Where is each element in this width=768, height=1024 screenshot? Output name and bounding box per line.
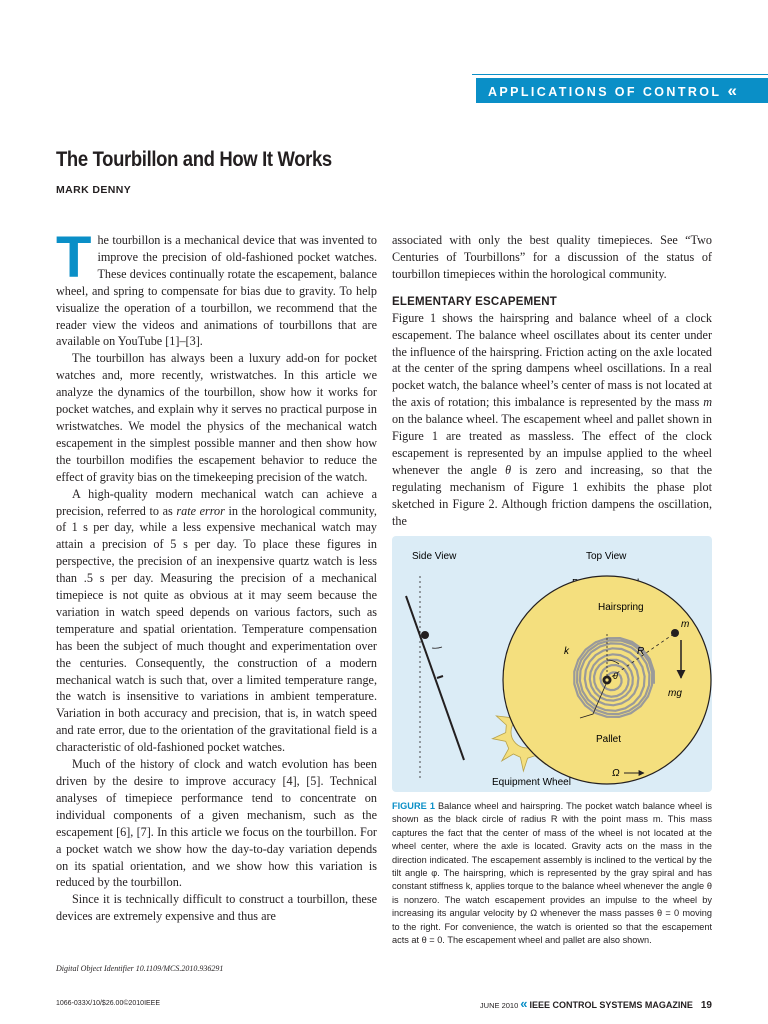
paragraph-3-text-cont: in the horological community, of 1 s per day, while a less expensive mechanical watch may attain a precision of 5 s per day. To place these figures in perspective, the precision of an inexpensive quartz watch is less than .5 s per day. Measuring the precision of a mechanical timepiece is not quite as obvious at it may seem because the variation in watch speed depends on various factors, such as temperature and spatial orientation. Temperature compensation has been the subject of much thought and experimentation over the centuries. Consequently, the construction of a modern mechanical watch is such that, over a limited temperature range, the watch is insensitive to variations in ambient temperature. Variation in both accuracy and precision, that is, in watch speed and rate error, due to the orientation of the gravitational field is a characteristic of old-fashioned pocket watches. [56, 503, 377, 755]
copyright-line: 1066-033X/10/$26.00©2010IEEE [56, 1000, 161, 1007]
label-escapement-wheel: Equipment Wheel [492, 777, 571, 788]
header-rule [472, 74, 768, 75]
paragraph-1-text: he tourbillon is a mechanical device that was invented to improve the precision of old-fashioned pocket watches. These devices continually rotate the escapement, balance wheel, and spring to compensate for bias due to gravity. To help visualize the operation of a tourbillon, we recommend that the reader view the videos and animations of tourbillons that are available on YouTube [1]–[3]. [56, 233, 377, 349]
axle-center [605, 678, 608, 681]
label-k: k [564, 646, 569, 657]
paragraph-3-text: A high-quality modern mechanical watch can achieve a precision, referred to as [56, 486, 377, 518]
side-view-mass [421, 631, 429, 639]
left-column [56, 225, 377, 925]
point-mass [671, 629, 679, 637]
right-column [392, 232, 712, 530]
article-author: MARK DENNY [56, 184, 132, 196]
chevron-left-icon: « [520, 996, 528, 1011]
figure-caption-label: FIGURE 1 [392, 801, 436, 811]
page-number: 19 [700, 1000, 712, 1011]
label-omega: Ω [612, 768, 620, 779]
figure-1 [392, 536, 712, 792]
paragraph-6: associated with only the best quality timepieces. See “Two Centuries of Tourbillons” for a discussion of the status of tourbillon timepieces within the horological community. [392, 233, 712, 281]
label-top-view: Top View [586, 551, 627, 562]
side-view-axis [406, 596, 464, 760]
paragraph-7 [392, 310, 712, 530]
section-label: APPLICATIONS OF CONTROL [488, 85, 722, 99]
running-footer [480, 996, 712, 1011]
paragraph-7-text-cont: on the balance wheel. The escapement wheel and pallet shown in Figure 1 are treated as massless. The effect of the clock escapement is represented by an impulse applied to the wheel whenever the angle [392, 412, 712, 477]
article-title: The Tourbillon and How It Works [56, 148, 332, 171]
drop-cap: T [56, 225, 92, 290]
label-theta: θ [613, 671, 618, 681]
chevron-left-icon: « [727, 81, 737, 100]
paragraph-7-text: Figure 1 shows the hairspring and balance wheel of a clock escapement. The balance wheel oscillates about its center under the influence of the hairspring. Friction acting on the axle located at the center of the spring dampens wheel oscillations. In a real pocket watch, the balance wheel’s center of mass is not located at the axis of rotation; this imbalance is represented by the mass [392, 310, 712, 410]
paragraph-4: Much of the history of clock and watch evolution has been driven by the desire to improve accuracy [4], [5]. Technical analyses of timepiece performance tend to concentrate on individual components of a given mechanism, such as the escapement [6], [7]. In this article we focus on the tourbillon. For a pocket watch we show how the day-to-day variation depends on its spatial orientation, and we show how this variation is reduced by the tourbillon. [56, 757, 377, 890]
term-rate-error: rate error [176, 503, 225, 518]
label-m: m [681, 619, 690, 630]
symbol-m: m [703, 395, 712, 410]
paragraph-1 [56, 225, 377, 350]
label-R: R [637, 646, 645, 657]
figure-caption-text: Balance wheel and hairspring. The pocket watch balance wheel is shown as the black circle of radius R with the point mass m. This mass captures the fact that the center of mass of the wheel is not located at the wheel center, where the axle is located. Gravity acts on the mass in the direction indicated. The escapement assembly is inclined to the vertical by the tilt angle φ. The hairspring, which is represented by the gray spiral and has constant stiffness k, applies torque to the balance wheel whenever the angle θ is nonzero. The watch escapement provides an impulse to the wheel by increasing its angular velocity by Ω whenever the mass passes θ = 0 moving to the right. For convenience, the watch is oriented so that the escapement acts at θ = 0. The escapement wheel and pallet are also shown. [392, 801, 713, 946]
figure-1-diagram [392, 536, 712, 792]
label-side-view: Side View [412, 551, 457, 562]
paragraph-2: The tourbillon has always been a luxury add-on for pocket watches and, more recently, wristwatches. In this article we analyze the dynamics of the tourbillon, show how it works for pocket watches, and explain why it serves no practical purpose in wristwatches. We model the physics of the mechanical watch escapement in the simplest possible manner and then show how the tourbillon modifies the escapement behavior to reduce the effect of gravity bias on the timekeeping precision of the watch. [56, 351, 377, 484]
magazine-name: IEEE CONTROL SYSTEMS MAGAZINE [529, 1000, 693, 1010]
side-view-wheel-edge [437, 676, 443, 678]
label-mg: mg [668, 688, 682, 699]
paragraph-7-text-end: is zero and increasing, so that the regulating mechanism of Figure 1 exhibits the phase plot sketched in Figure 2. Although friction dampens the oscillation, the [392, 462, 712, 528]
symbol-theta: θ [505, 462, 512, 477]
figure-caption [392, 800, 712, 947]
section-heading: ELEMENTARY ESCAPEMENT [392, 295, 558, 308]
doi: Digital Object Identifier 10.1109/MCS.2010.936291 [56, 964, 224, 973]
section-banner [476, 78, 768, 103]
paragraph-5: Since it is technically difficult to construct a tourbillon, these devices are extremely expensive and thus are [56, 892, 377, 924]
label-hairspring: Hairspring [598, 602, 644, 613]
tilt-angle-arc [432, 647, 442, 648]
paragraph-3 [56, 486, 377, 757]
label-pallet: Pallet [596, 734, 622, 745]
issue-date: JUNE 2010 [479, 1001, 519, 1010]
